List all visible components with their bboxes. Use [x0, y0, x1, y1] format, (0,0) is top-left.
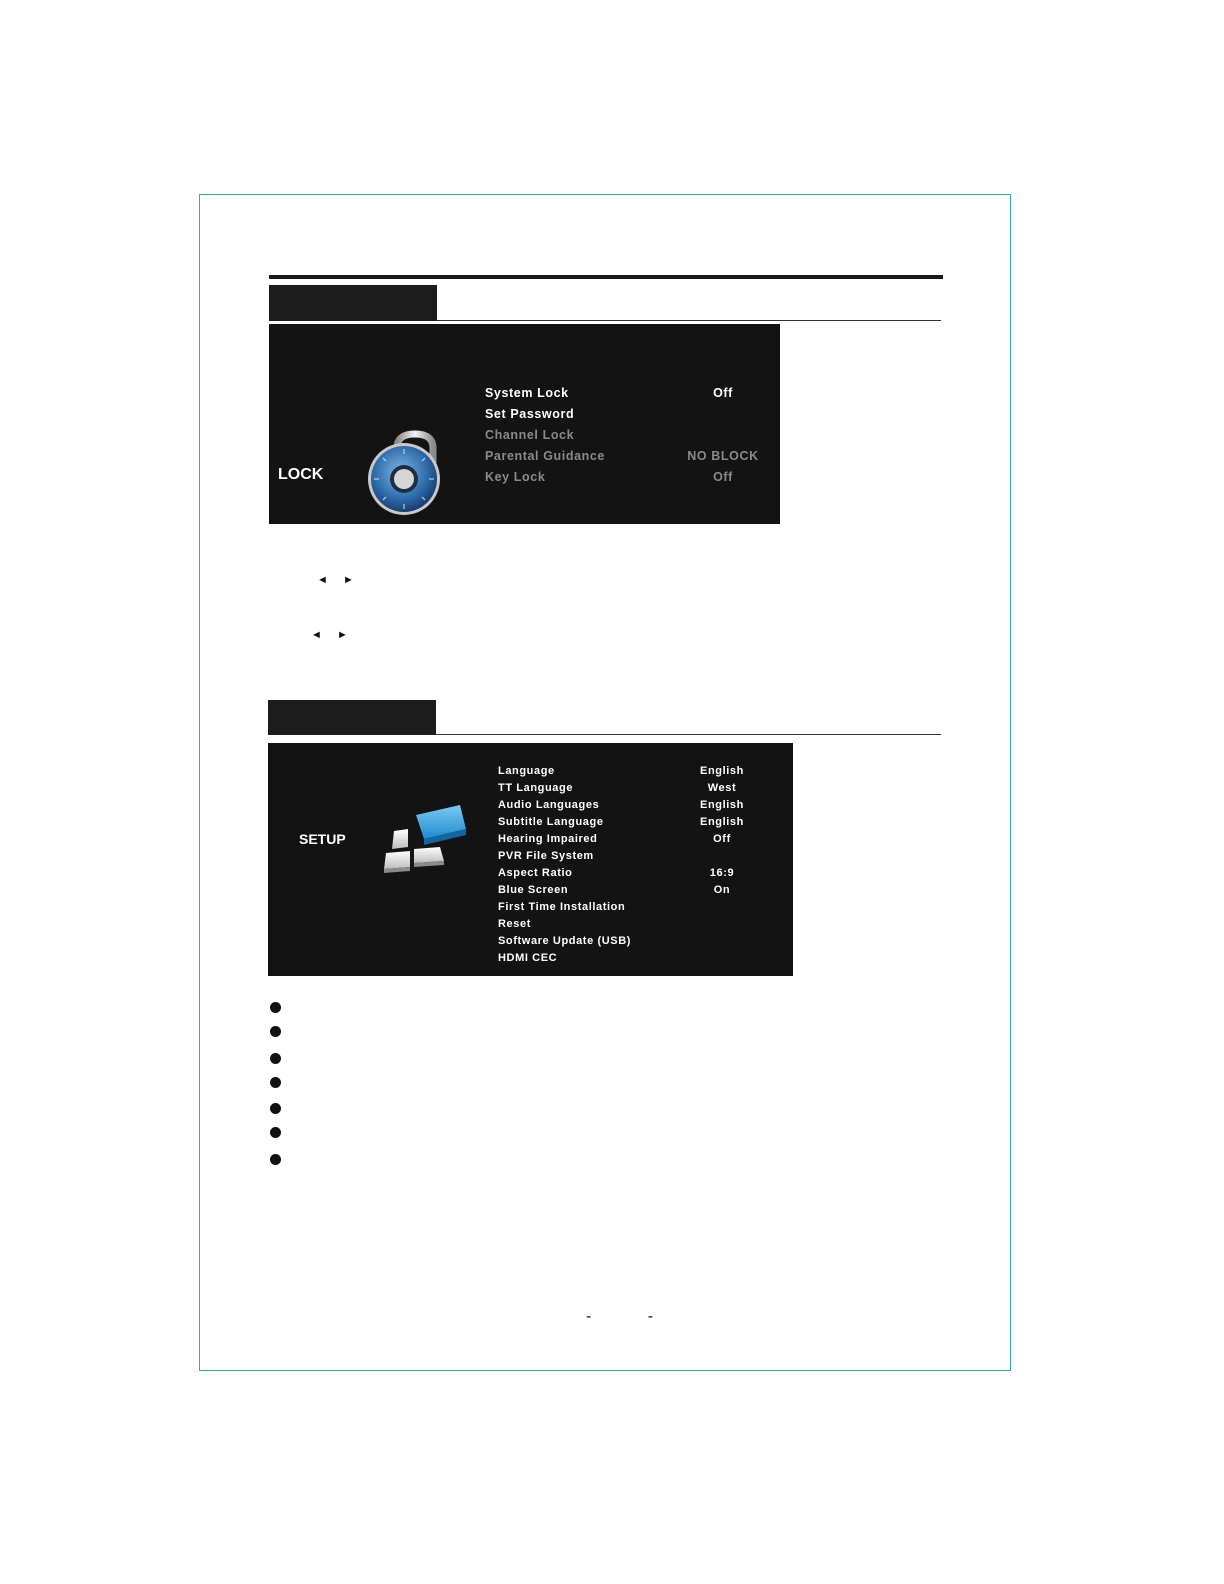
menu-item-system-lock[interactable]: System Lock [485, 386, 569, 400]
setup-section-heading-block [268, 700, 436, 735]
page-number: - - [586, 1308, 680, 1325]
bullet-point [270, 1077, 281, 1088]
left-right-arrows-hint: ◄ ► [317, 574, 360, 586]
menu-item-set-password[interactable]: Set Password [485, 407, 575, 421]
bullet-point [270, 1103, 281, 1114]
audio-languages-value: English [700, 799, 744, 811]
parental-guidance-value: NO BLOCK [687, 449, 759, 463]
menu-item-audio-languages[interactable]: Audio Languages [498, 799, 600, 811]
blue-screen-value: On [713, 884, 731, 896]
language-value: English [700, 765, 744, 777]
menu-item-tt-language[interactable]: TT Language [498, 782, 574, 794]
menu-item-hearing-impaired[interactable]: Hearing Impaired [498, 833, 598, 845]
lock-menu-screen [269, 324, 780, 524]
menu-item-reset[interactable]: Reset [498, 918, 531, 930]
setup-section-rule [436, 734, 941, 735]
left-right-arrows-hint: ◄ ► [311, 629, 354, 641]
system-lock-value: Off [713, 386, 733, 400]
aspect-ratio-value: 16:9 [709, 867, 735, 879]
menu-item-pvr-file-system[interactable]: PVR File System [498, 850, 594, 862]
subtitle-language-value: English [700, 816, 744, 828]
bullet-point [270, 1154, 281, 1165]
menu-item-aspect-ratio[interactable]: Aspect Ratio [498, 867, 573, 879]
bullet-point [270, 1053, 281, 1064]
lock-section-rule [437, 320, 941, 321]
menu-item-subtitle-language[interactable]: Subtitle Language [498, 816, 604, 828]
menu-item-software-update[interactable]: Software Update (USB) [498, 935, 631, 947]
lock-section-heading-block [269, 285, 437, 321]
menu-item-channel-lock[interactable]: Channel Lock [485, 428, 575, 442]
tt-language-value: West [707, 782, 737, 794]
menu-item-language[interactable]: Language [498, 765, 555, 777]
section-top-rule [269, 275, 943, 279]
bullet-point [270, 1002, 281, 1013]
menu-item-first-time-installation[interactable]: First Time Installation [498, 901, 626, 913]
menu-item-hdmi-cec[interactable]: HDMI CEC [498, 952, 558, 964]
menu-item-blue-screen[interactable]: Blue Screen [498, 884, 569, 896]
bullet-point [270, 1026, 281, 1037]
lock-menu-title: LOCK [278, 466, 324, 483]
hearing-impaired-value: Off [713, 833, 731, 845]
key-lock-value: Off [713, 470, 733, 484]
menu-item-parental-guidance[interactable]: Parental Guidance [485, 449, 605, 463]
setup-menu-title: SETUP [299, 831, 346, 847]
padlock-icon [367, 430, 451, 520]
menu-item-key-lock[interactable]: Key Lock [485, 470, 546, 484]
setup-menu-screen [268, 743, 793, 976]
setup-blocks-icon [380, 803, 470, 875]
bullet-point [270, 1127, 281, 1138]
